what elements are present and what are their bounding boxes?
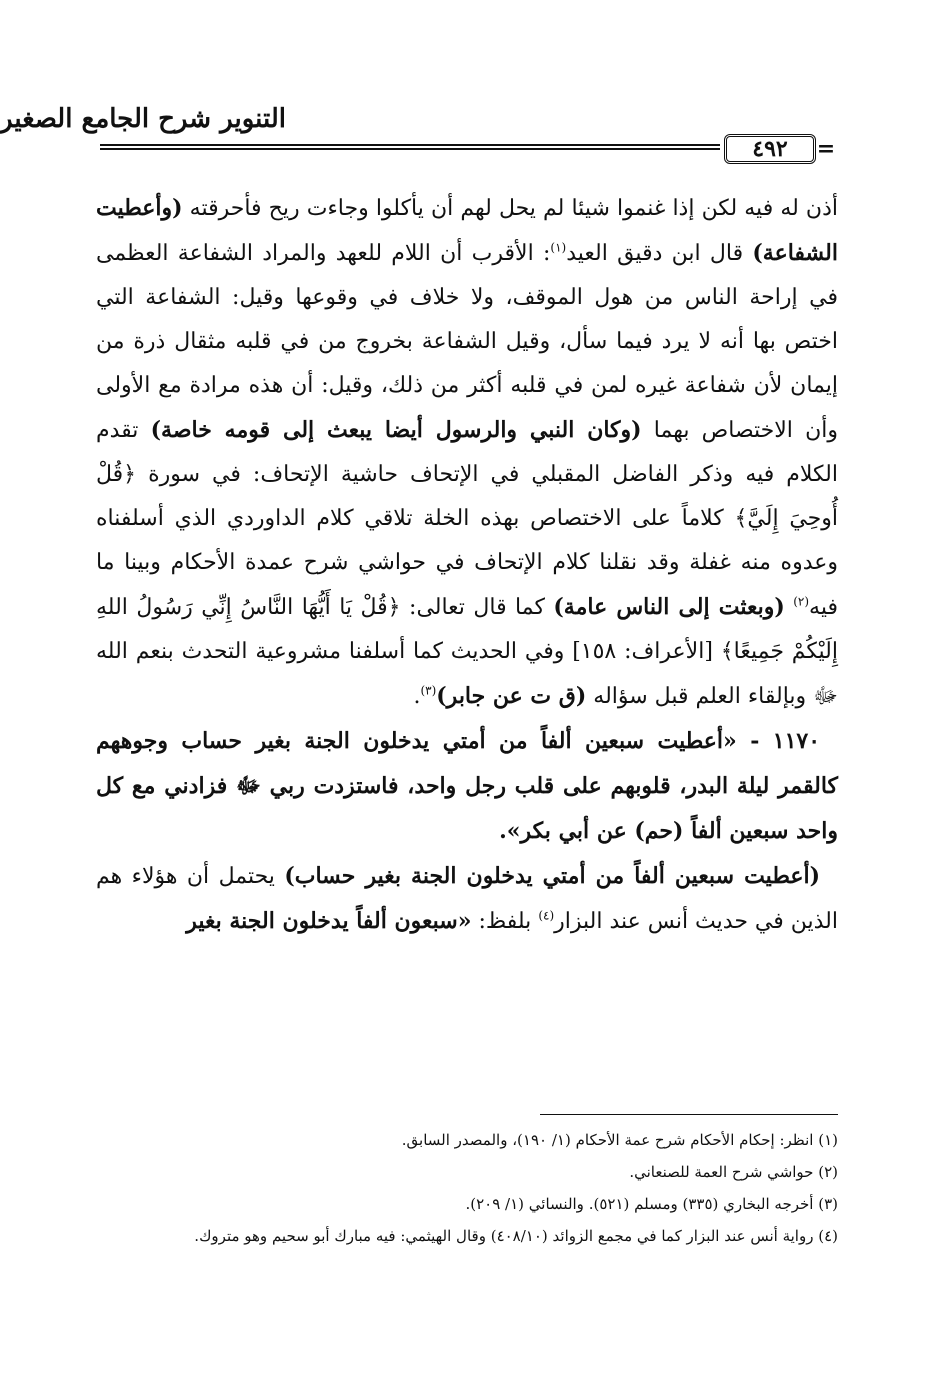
- hadith-quote-bold: (وبعثت إلى الناس عامة): [553, 594, 785, 620]
- paragraph-commentary-2: [96, 854, 838, 944]
- text-run: .: [413, 684, 421, 709]
- main-text: [96, 186, 838, 944]
- running-title: التنوير شرح الجامع الصغير: [0, 104, 286, 134]
- hadith-quote-bold: (وكان النبي والرسول أيضا يبعث إلى قومه خاصة): [150, 417, 642, 443]
- footnote-separator: [540, 1114, 838, 1115]
- hadith-text: «أعطيت سبعين ألفاً من أمتي يدخلون الجنة بغير حساب وجوههم كالقمر ليلة البدر، قلوبهم على قلب رجل واحد، فاستزدت ربي ﷻ فزادني مع كل واحد سبعين ألفاً (حم) عن أبي بكر».: [96, 728, 838, 844]
- hadith-quote-bold: «سبعون ألفاً يدخلون الجنة بغير: [186, 908, 472, 934]
- source-citation-bold: (ق ت عن جابر): [436, 683, 587, 709]
- paragraph-commentary-1: [96, 186, 838, 719]
- footnote-marker[interactable]: (٤): [538, 908, 555, 923]
- text-run: كما قال تعالى:: [400, 595, 554, 620]
- footnote-2: (٢) حواشي شرح العمة للصنعاني.: [629, 1163, 838, 1181]
- text-run: [785, 595, 793, 620]
- hadith-quote-bold: (أعطيت سبعين ألفاً من أمتي يدخلون الجنة بغير حساب): [284, 863, 821, 889]
- separator: -: [736, 728, 773, 754]
- footnote-marker[interactable]: (٢): [793, 594, 810, 609]
- text-run: [الأعراف: ١٥٨] وفي الحديث كما أسلفنا مشروعية التحدث بنعم الله ﷻ وبإلقاء العلم قبل سؤاله: [96, 639, 838, 709]
- header-double-rule: [100, 144, 720, 150]
- footnote-4: (٤) رواية أنس عند البزار كما في مجمع الزوائد (٤٠٨/١٠) وقال الهيثمي: فيه مبارك أبو سحيم وهو متروك.: [194, 1227, 838, 1245]
- footnote-3: (٣) أخرجه البخاري (٣٣٥) ومسلم (٥٢١). والنسائي (١/ ٢٠٩).: [465, 1195, 838, 1213]
- text-run: قال ابن دقيق العيد: [566, 241, 753, 266]
- hadith-number: ١١٧٠: [772, 728, 821, 754]
- footnote-marker[interactable]: (٣): [420, 683, 437, 698]
- quran-verse: ﴿قُلْ يَا أَيُّهَا النَّاسُ إِنِّي رَسُولُ اللهِ إِلَيْكُمْ جَمِيعًا﴾: [96, 595, 838, 664]
- quran-verse: ﴿قُلْ أُوحِيَ إِلَيَّ﴾: [96, 462, 838, 531]
- text-run: : الأقرب أن اللام للعهد والمراد الشفاعة العظمى في إراحة الناس من هول الموقف، ولا خلاف في وقوعها وقيل: الشفاعة التي اختص بها أنه لا يرد فيما سأل، وقيل الشفاعة بخروج من في قلبه مثقال ذرة من إيمان لأن شفاعة غيره لمن في قلبه أكثر من ذلك، وقيل: أن هذه مرادة مع الأولى وأن الاختصاص بهما: [96, 241, 839, 443]
- footnotes: [96, 1124, 838, 1252]
- text-run: تقدم الكلام فيه وذكر الفاضل المقبلي في الإتحاف حاشية الإتحاف: في سورة: [96, 418, 838, 487]
- page-number-bracket: =: [816, 136, 836, 162]
- text-run: كلاماً على الاختصاص بهذه الخلة تلاقي كلام الداوردي الذي أسلفناه وعدوه منه غفلة وقد نقلنا كلام الإتحاف في حواشي شرح عمدة الأحكام وبينا ما فيه: [96, 506, 838, 620]
- text-run: يحتمل أن هؤلاء هم الذين في حديث أنس عند البزار: [96, 864, 838, 934]
- page-number: ٤٩٢: [724, 134, 816, 164]
- text-run: بلفظ:: [471, 909, 539, 934]
- text-run: أذن له فيه لكن إذا غنموا شيئا لم يحل لهم أن يأكلوا وجاءت ريح فأحرقته: [182, 196, 838, 221]
- hadith-quote-bold: (وأعطيت الشفاعة): [96, 195, 838, 266]
- hadith-entry-1170: [96, 719, 838, 854]
- footnote-marker[interactable]: (١): [550, 240, 567, 255]
- footnote-1: (١) انظر: إحكام الأحكام شرح عمة الأحكام (١/ ١٩٠)، والمصدر السابق.: [401, 1131, 838, 1149]
